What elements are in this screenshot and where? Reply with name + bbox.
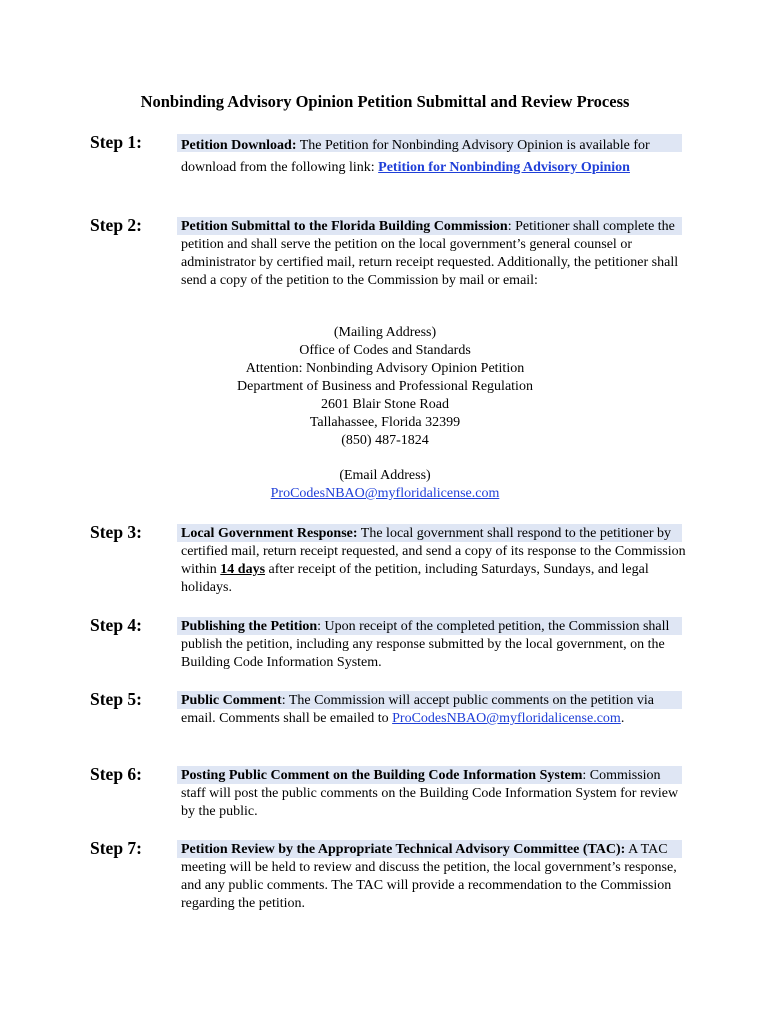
step-text: after receipt of the petition, including Saturdays, Sundays, and legal holidays.	[181, 562, 649, 595]
step-heading: Public Comment	[181, 693, 282, 708]
email-address-header: (Email Address)	[339, 468, 431, 483]
step-body	[181, 618, 686, 672]
address-line: Tallahassee, Florida 32399	[309, 415, 461, 430]
step-text: : Petitioner shall complete the petition and shall serve the petition on the local government’s general counsel or administrator by certified mail, return receipt requested. Additionally, the petitioner shall send a copy of the petition to the Commission by mail or email:	[181, 219, 679, 288]
email-link[interactable]: ProCodesNBAO@myfloridalicense.com	[270, 486, 500, 501]
step-body	[181, 692, 686, 728]
step-heading: Petition Submittal to the Florida Building Commission	[181, 219, 508, 234]
step-body	[181, 525, 686, 597]
comment-email-link[interactable]: ProCodesNBAO@myfloridalicense.com	[392, 711, 621, 726]
step-body	[181, 841, 686, 913]
step-text: The Petition for Nonbinding Advisory Opinion is available for download from the following link:	[181, 138, 650, 175]
step-label: Step 6:	[90, 764, 143, 784]
petition-download-link[interactable]: Petition for Nonbinding Advisory Opinion	[378, 160, 630, 175]
step-heading: Local Government Response:	[181, 526, 358, 541]
step-heading: Posting Public Comment on the Building Code Information System	[181, 768, 583, 783]
step-heading: Publishing the Petition	[181, 619, 318, 634]
step-text: .	[620, 711, 625, 726]
mailing-address-header: (Mailing Address)	[333, 325, 437, 340]
step-text: A TAC meeting will be held to review and discuss the petition, the local government’s response, and any public comments. The TAC will provide a recommendation to the Commission regarding the petition.	[181, 842, 677, 911]
address-line: Office of Codes and Standards	[299, 343, 471, 358]
phone-number: (850) 487-1824	[341, 433, 429, 448]
address-line: Attention: Nonbinding Advisory Opinion Petition	[245, 361, 525, 376]
email-address-block	[0, 467, 770, 503]
step-label: Step 3:	[90, 522, 143, 542]
step-heading: Petition Download:	[181, 138, 297, 153]
step-text: The local government shall respond to the petitioner by certified mail, return receipt requested, and send a copy of its response to the Commission within	[181, 526, 686, 577]
step-body	[181, 218, 686, 290]
step-label: Step 2:	[90, 215, 143, 235]
step-label: Step 4:	[90, 615, 143, 635]
step-label: Step 5:	[90, 689, 143, 709]
step-label: Step 1:	[90, 132, 143, 152]
step-label: Step 7:	[90, 838, 143, 858]
step-heading: Petition Review by the Appropriate Technical Advisory Committee (TAC):	[181, 842, 626, 857]
step-body	[181, 767, 686, 821]
mailing-address-block	[0, 324, 770, 450]
step-text: : Commission staff will post the public comments on the Building Code Information System for review by the public.	[181, 768, 679, 819]
deadline-emphasis: 14 days	[220, 562, 266, 577]
step-body	[181, 135, 686, 179]
address-line: 2601 Blair Stone Road	[321, 397, 449, 412]
address-line: Department of Business and Professional Regulation	[237, 379, 533, 394]
page-title: Nonbinding Advisory Opinion Petition Submittal and Review Process	[140, 92, 630, 111]
step-text: : Upon receipt of the completed petition, the Commission shall publish the petition, including any response submitted by the local government, on the Building Code Information System.	[181, 619, 670, 670]
step-text: : The Commission will accept public comments on the petition via email. Comments shall be emailed to	[181, 693, 654, 726]
